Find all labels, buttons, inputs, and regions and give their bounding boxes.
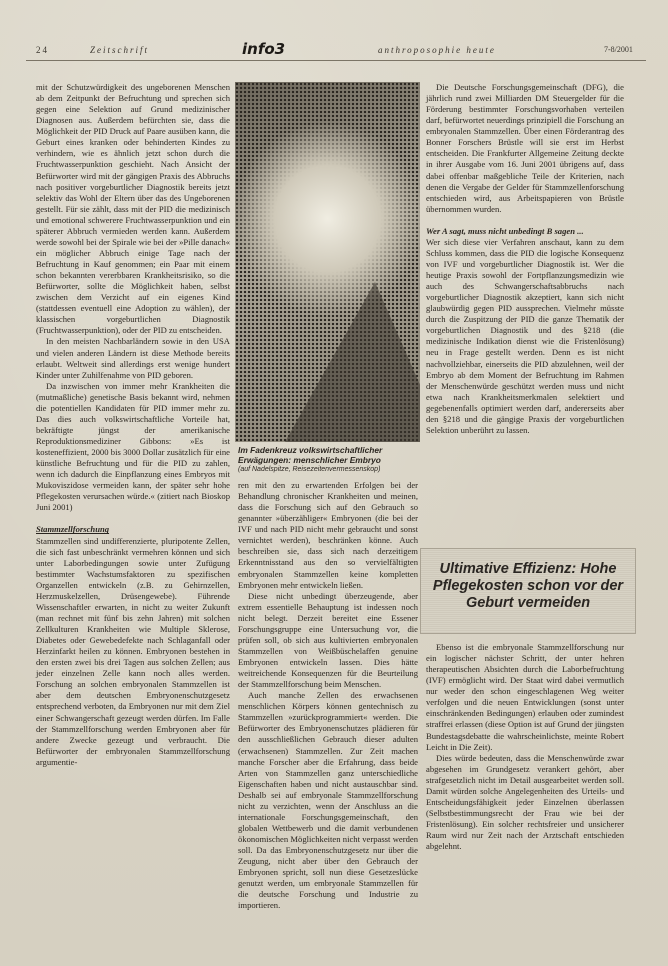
issue-date: 7-8/2001 bbox=[604, 45, 633, 54]
paragraph: Dies würde bedeuten, dass die Menschenwürde zwar abgesehen im Grundgesetz verankert gehört, aber strafgesetzlich nicht im Detail ausgearbeitet werden soll. Damit würden solche Angelegenheiten des Urteils- und Entscheidungsfähigkeit jeder Einzelnen überlassen (Selbstbestimmungsrecht der Frau wie bei der Fristenlösung). Ein solcher rechtsfreier und unsicherer Raum wird nur Zeit nach der Arztschaft entschieden abgelehnt. bbox=[426, 752, 624, 852]
needle-tip-shape bbox=[285, 282, 420, 442]
header-right-title: anthroposophie heute bbox=[378, 45, 496, 55]
embryo-photo bbox=[235, 82, 420, 442]
column-1 bbox=[36, 82, 230, 768]
section-heading: Wer A sagt, muss nicht unbedingt B sagen ... bbox=[426, 225, 584, 236]
caption-credit: (auf Nadelspitze, Reisezeitenvermessenskop) bbox=[238, 466, 381, 473]
pull-quote-box bbox=[420, 548, 636, 634]
column-2 bbox=[238, 480, 418, 911]
section-subhead: Stammzellforschung bbox=[36, 524, 110, 535]
paragraph: Da inzwischen von immer mehr Krankheiten die (mutmaßliche) genetische Basis bekannt wird, nehmen die potentiellen Kandidaten für PID immer mehr zu. Das dies auch volkswirtschaftliche Vorteile hat, bekräftigte jüngst der amerikanische Reproduktionsmediziner Gibbons: »Es ist kosteneffizient, 2000 bis 3000 Dollar zusätzlich für eine künstliche Befruchtung und für die PID zu zahlen, wenn ich dadurch die Einpflanzung eines Embryos mit Mukoviszidose vermeiden kann, der später sehr hohe Pflegekosten verursachen würde.« (zitiert nach Bioskop Juni 2001) bbox=[36, 380, 230, 513]
page-header bbox=[20, 40, 650, 60]
header-rule bbox=[26, 60, 646, 61]
column-3 bbox=[426, 82, 624, 436]
header-left-title: Zeitschrift bbox=[90, 45, 150, 55]
paragraph: mit der Schutzwürdigkeit des ungeborenen Menschen ab dem Zeitpunkt der Befruchtung und sprechen sich gegen eine Selektion auf Grund medizinischer Diagnosen aus. Außerdem befürchten sie, dass die Möglichkeit der PID Druck auf Paare ausüben kann, die Geburt eines kranken oder behinderten Kindes zu verhindern, wie es ähnlich jetzt schon durch die Fruchtwasserpunktion geschieht. Nach Ansicht der Befürworter wird mit der gängigen Praxis des Abbruchs nach positiver vorgeburtlicher Diagnostik bereits jetzt selektiv das Wohl der Eltern über das des Ungeborenen gestellt. Für sie zählt, dass mit der PID die medizinisch und emotional schwerere Fruchtwasserpunktion und ein späterer Abbruch vermieden werden kann. Außerdem werde sowohl bei der Spirale wie bei der »Pille danach« ein möglicher Abbruch einige Tage nach der Befruchtung in Kauf genommen; ein Paar mit einem schon bekannten vererbbaren Krankheitsrisiko, so die Befürworter, sollte die Möglichkeit haben, selbst zwischen dem Verzicht auf ein eigenes Kind (stattdessen eventuell eine Adoption zu wählen), der klassischen vorgeburtlichen Diagnostik (Fruchtwasserpunktion), oder der PID zu entscheiden. bbox=[36, 82, 230, 336]
paragraph: Auch manche Zellen des erwachsenen menschlichen Körpers können gentechnisch zu Stammzellen »zurückprogrammiert« werden. Die Befürworter des Embryonenschutzes plädieren für den ausschließlichen Gebrauch dieser adulten (erwachsenen) Stammzellen. Zur Zeit machen manche Forscher aber die Erfahrung, dass beide Arten von Stammzellen ganz unterschiedliche Eigenschaften haben und nicht austauschbar sind. Deshalb sei auf embryonale Stammzellforschung nicht zu verzichten, wenn der Anschluss an die internationale Forschungsgemeinschaft, den globalen Wettbewerb und die damit verbundenen ökonomischen Möglichkeiten nicht verpasst werden soll. Da das Embryonenschutzgesetz nur über die Zeugung, nicht aber über den Gebrauch der Embryonen spricht, soll nun diese Gesetzeslücke genutzt werden, um embryonale Stammzellen für die deutsche Forschung und Industrie zu importieren. bbox=[238, 690, 418, 911]
paragraph: Ebenso ist die embryonale Stammzellforschung nur ein logischer nächster Schritt, der unter hehren therapeutischen Absichten durch die Laborbefruchtung (IVF) ermöglicht wird. Der Staat wird dabei vermutlich nur weder den schon eingeschlagenen Weg weiter verfolgen und die neuen Entwicklungen (sonst unter einschränkenden Bedingungen) erlauben oder zumindest straffrei erlassen (diese Option ist auf Grund der jüngsten Bundestagsdebatte die wahrscheinlichste, meinte Robert Leicht in Die Zeit). bbox=[426, 642, 624, 752]
column-3-lower bbox=[426, 642, 624, 852]
paragraph: Wer sich diese vier Verfahren anschaut, kann zu dem Schluss kommen, dass die PID die logische Konsequenz von IVF und vorgeburtlicher Diagnostik ist. Wer die heutige Praxis sowohl der Fortpflanzungsmedizin wie auch des Schwangerschaftsabbruchs nach vorgeburtlicher Diagnostik akzeptiert, kann sich nicht glaubwürdig gegen PID aussprechen. Vielmehr müsste durch die Zuspitzung der PID die ganze Thematik der vorgeburtlichen Diagnostik und des §218 (die medizinische Indikation dienst wie die Fristenlösung) neu in Frage gestellt werden. Denn es ist nicht nachvollziehbar, einerseits die PID abzulehnen, weil der Embryo ab dem Moment der Befruchtung im Rahmen der Menschenwürde geschützt werden muss und nicht etwa nach Krankheitsmerkmalen selektiert und gegebenenfalls optimiert werden darf, andererseits aber den §218 und die gängige Praxis der vorgeburtlichen Selektion unberührt zu lassen. bbox=[426, 236, 624, 435]
caption-text: Im Fadenkreuz volkswirtschaftlicher Erwägungen: menschlicher Embryo bbox=[238, 445, 383, 465]
page-number: 24 bbox=[36, 45, 49, 55]
paragraph: Die Deutsche Forschungsgemeinschaft (DFG), die jährlich rund zwei Milliarden DM Steuergelder für die Förderung bestimmter Forschungsvorhaben verteilen darf, befürwortet neuerdings prinzipiell die Forschung an embryonalen Stammzellen. Über einen Förderantrag des Bonner Forschers Brüstle will sie erst im Herbst entscheiden. Die Frankfurter Allgemeine Zeitung deckte in ihrer Ausgabe vom 16. Juni 2001 übrigens auf, dass dabei offenbar maßgebliche Teile der Kriterien, nach denen die Vergabe der Gelder für Stammzellenforschung entschieden wird, aus Arbeitspapieren von Brüstle übernommen wurden. bbox=[426, 82, 624, 214]
paragraph: Diese nicht unbedingt überzeugende, aber extrem essentielle Behauptung ist indessen noch nicht belegt. Derzeit bereitet eine Essener Forschungsgruppe eine Untersuchung vor, die prüfen soll, ob sich aus kultivierten embryonalen Stammzellen von Weißbüschelaffen genuine Embryonen entwickeln lassen. Dies hätte weitreichende Konsequenzen für die Beurteilung der Stammzellforschung beim Menschen. bbox=[238, 590, 418, 690]
photo-caption bbox=[238, 445, 418, 475]
pull-quote-title: Ultimative Effizienz: Hohe Pflegekosten schon vor der Geburt vermeiden bbox=[432, 561, 624, 611]
paragraph: Stammzellen sind undifferenzierte, pluripotente Zellen, die sich fast unbeschränkt vermehren können und sich unter Laborbedingungen sowie unter Zufügung bestimmter Wachstumsfaktoren zu spezifischen Organzellen entwickeln (z.B. zu Gehirnzellen, Herzmuskelzellen, Drüsengewebe). Führende Wissenschaftler erwarten, in nicht zu weiter Zukunft (man rechnet mit fünf bis zehn Jahren) mit solchen Zellkulturen Krankheiten wie Multiple Sklerose, Diabetes oder Gewebedefekte nach Schlaganfall oder Herzinfarkt heilen zu können. Embryonen bestehen in den ersten zwei bis drei Tagen aus solchen Zellen; aus jeder einzelnen Zelle kann noch alles werden. Forschung an solchen embryonalen Stammzellen ist aber dem deutschen Embryonenschutzgesetz entsprechend verboten, da Embryonen nur mit dem Ziel einer Schwangerschaft gezeugt werden dürfen. Im Falle der Stammzellforschung werden Embryonen aber für andere Zwecke gezeugt und verbraucht. Die Befürworter der embryonalen Stammzellforschung argumentie- bbox=[36, 535, 230, 767]
magazine-logo: info3 bbox=[242, 40, 286, 58]
paragraph: In den meisten Nachbarländern sowie in den USA und vielen anderen Ländern ist diese Methode bereits erlaubt. Weltweit sind allerdings erst wenige hundert Kinder unter Zuhilfenahme von PID geboren. bbox=[36, 336, 230, 380]
paragraph: ren mit den zu erwartenden Erfolgen bei der Behandlung chronischer Krankheiten und meinen, dass die Forschung sich auf den Gebrauch so genannter »überzähliger« Embryonen (die bei der IVF und nach PID nicht mehr gebraucht und sonst vernichtet werden), beschränken könne. Auch beschreiben sie, dass sich nach derzeitigem Erkenntnisstand aus den so vervielfältigten embryonalen Stammzellen keine kompletten Embryonen mehr entwickeln ließen. bbox=[238, 480, 418, 590]
